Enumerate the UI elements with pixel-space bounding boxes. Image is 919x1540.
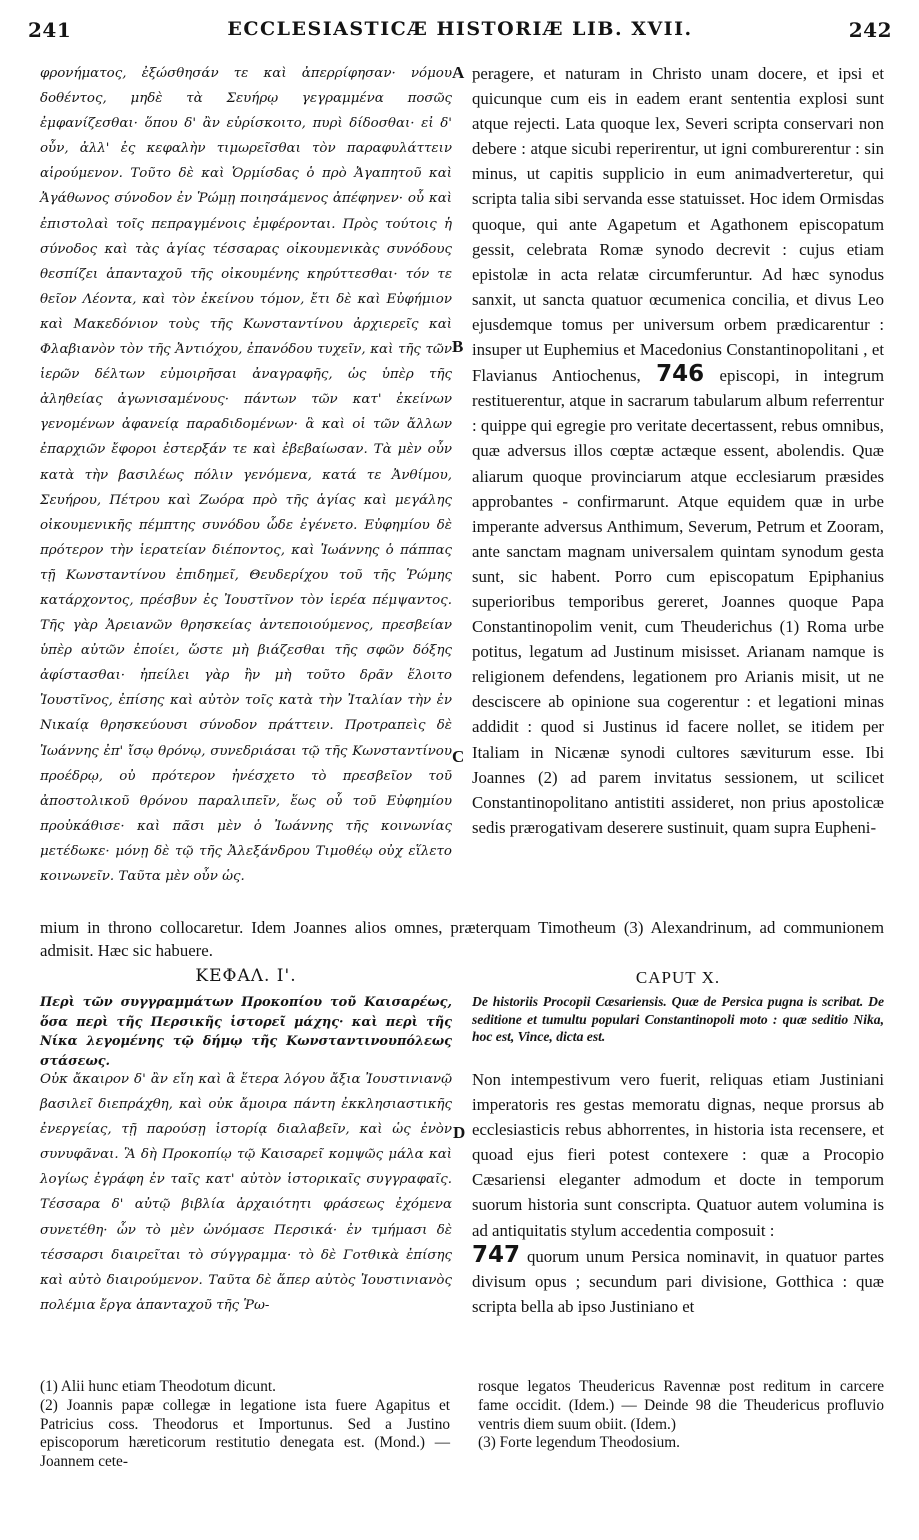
- running-header: [20, 18, 900, 52]
- footnote: (3) Forte legendum Theodosium.: [478, 1434, 680, 1452]
- greek-text-upper: φρονήματος, ἐξώσθησάν τε καὶ ἀπερρίφησαν· νόμου δοθέντος, μηδὲ τὰ Σευήρῳ γεγραμμένα ποσῶς ἐμφανίζεσθαι· ὅπου δ' ἂν εὑρίσκοιτο, πυρὶ δίδοσθαι· εἰ δ' οὖν, ἀλλ' ἐς κεφαλὴν τιμωρεῖσθαι τὸν παραφυλάττειν αἱρούμενον. Τοῦτο δὲ καὶ Ὁρμίσδας ὁ πρὸ Ἀγαπητοῦ καὶ Ἀγάθωνος σύνοδον ἐν Ῥώμῃ ποιησάμενος ἀπέφηνεν· οὗ καὶ ἐπιστολαὶ τοῖς πεπραγμένοις ἐμφέρονται. Πρὸς τούτοις ἡ σύνοδος καὶ τὰς ἁγίας τέσσαρας οἰκουμενικὰς συνόδους θεσπίζει ἁπανταχοῦ τῆς οἰκουμένης κηρύττεσθαι· τόν τε θεῖον Λέοντα, καὶ τὸν ἐκείνου τόμον, ἔτι δὲ καὶ Εὐφήμιον καὶ Μακεδόνιον τοὺς τῆς Κωνσταντίνου ἀρχιερεῖς καὶ Φλαβιανὸν τὸν τῆς Ἀντιόχου, ἐπανόδου τυχεῖν, καὶ τῆς τῶν ἱερῶν δέλτων εὐμοιρῆσαι ἀναγραφῆς, ὡς ὑπὲρ τῆς ἀληθείας ἀγωνισαμένους· πάντων τῶν κατ' ἐκείνων γενομένων ἀφανείᾳ παραδιδομένων· ἃ καὶ οἱ τῶν ἄλλων ἐπαρχιῶν ἔφοροι ἐστερξάν τε καὶ ἐβεβαίωσαν. Τὰ μὲν οὖν κατὰ τὴν βασιλέως πόλιν γενόμενα, κατά τε Ἀνθίμου, Σευήρου, Πέτρου καὶ Ζωόρα πρὸ τῆς ἁγίας καὶ μεγάλης οἰκουμενικῆς πέμπτης συνόδου ὧδε ἐγένετο. Εὐφημίου δὲ πρότερον τὴν ἱερατείαν διέποντος, καὶ Ἰωάννης ὁ πάππας τῇ Κωνσταντίνου ἐπιδημεῖ, Θευδερίχου τοῦ τῆς Ῥώμης κατάρχοντος, πρέσβυν ἐς Ἰουστῖνον τὸν ἱερέα πέμψαντος. Τῆς γὰρ Ἀρειανῶν θρησκείας ἀντεποιούμενος, πρεσβείαν ὑπὲρ αὐτῶν ἐποίει, ὥστε μὴ βιάζεσθαι τῆς σφῶν δόξης ἀφίστασθαι· ἠπείλει γὰρ ἢν μὴ τοῦτο δρᾶν ἕλοιτο Ἰουστῖνος, ἐπίσης καὶ αὐτὸν τοῖς κατὰ τὴν Ἰταλίαν τὴν ἐν Νικαίᾳ θρησκεύουσι σύνοδον πράττειν. Προτραπεὶς δὲ Ἰωάννης ἐπ' ἴσῳ θρόνῳ, συνεδριάσαι τῷ τῆς Κωνσταντίνου προέδρῳ, οὐ πρότερον ἠνέσχετο τὸ πρεσβεῖον τοῦ ἀποστολικοῦ θρόνου παραλιπεῖν, ἕως οὗ τοῦ Εὐφημίου προὐκάθισε· καὶ πᾶσι μὲν ὁ Ἰωάννης τῆς κοινωνίας μετέδωκε· μόνῃ δὲ τῷ τῆς Ἀλεξάνδρου Τιμοθέῳ οὐχ εἵλετο κοινωνεῖν. Ταῦτα μὲν οὖν ὡς.: [40, 66, 452, 884]
- footnote: rosque legatos Theudericus Ravennæ post reditum in carcere fame occidit. (Idem.) — Deinde 98 die Theudericus profluvio ventris diem suum obiit. (Idem.): [478, 1378, 884, 1433]
- margin-letter-c: C: [452, 747, 465, 766]
- latin-bridge-text: mium in throno collocaretur. Idem Joannes alios omnes, præterquam Timotheum (3) Alexandrinum, ad communionem admisit. Hæc sic habuere.: [40, 918, 884, 960]
- running-title: ECCLESIASTICÆ HISTORIÆ LIB. XVII.: [227, 18, 693, 40]
- latin-text-upper-b: episcopi, in integrum restituerentur, atque in sacrarum tabularum album referrentur : quippe qui egregie pro veritate decertassent, rebus omnibus, quæ adversus illos cœptæ actæque essent, abolendis. Quæ aliarum quoque provinciarum atque ecclesiarum præsides approbantes - confirmarunt. Atque equidem quæ in urbe imperante adversus Anthimum, Severum, Petrum et Zooram, ante sanctam magnam universalem quintam synodum gesta sunt, sic habent. Porro cum episcopatum Epiphanius superioribus temporibus gereret, Joannes quoque Papa Constantinopolim venit, cum Theuderichus (1) Roma urbe potitus, legatum ad Justinum misisset. Arianam namque is religionem defendens, legationem pro Arianis misit, ut ne desciscere ab opinione sua cogerentur : et legationi minas addidit : quod si Justinus id facere nollet, se itidem per Italiam in Nicænæ synodi cultores sæviturum esse. Ibi Joannes (2) ad parem invitatus sessionem, ut scilicet Constantinopolitano antistiti assideret, non prius apostolicæ sedis prærogativam deserere sustinuit, quam supra Eupheni-: [472, 366, 884, 837]
- page-number-left: 241: [28, 18, 72, 42]
- margin-letter-a: A: [452, 63, 465, 82]
- greek-chapter-summary: Περὶ τῶν συγγραμμάτων Προκοπίου τοῦ Καισαρέως, ὅσα περὶ τῆς Περσικῆς ἱστορεῖ μάχης· καὶ περὶ τῆς Νίκα λεγομένης τῷ δήμῳ τῆς Κωνσταντινουπόλεως στάσεως.: [40, 995, 452, 1069]
- latin-chapter-summary: De historiis Procopii Cæsariensis. Quæ de Persica pugna is scribat. De seditione et tumultu populari Constantinopoli moto : quæ seditio Nika, hoc est, Vince, dicta est.: [472, 994, 884, 1045]
- footnote: (2) Joannis papæ collegæ in legatione ista fuere Agapitus et Patricius coss. Theodorus et Importunus. Sed a Justino episcoporum hæreticorum restitutio denegata est. (Mond.) — Joannem cete-: [40, 1396, 450, 1471]
- margin-letter-b: B: [452, 337, 464, 356]
- page-number-right: 242: [848, 18, 892, 42]
- greek-chapter-heading: ΚΕΦΑΛ. Ι'.: [195, 966, 297, 986]
- footnotes-left: [40, 1378, 450, 1472]
- latin-text-lower: [472, 1067, 884, 1319]
- latin-text-upper-a: peragere, et naturam in Christo unam docere, et ipsi et quicunque cum eis in eadem erant sententia explosi sunt atque rejecti. Lata quoque lex, Severi scripta conservari non debere : atque sicubi reperirentur, ut igni comburerentur : sin minus, ut capitis supplicio in eum animadverteretur, qui scripta talia sibi servanda esse statuisset. Hoc idem Ormisdas quoque, qui ante Agapetum et Agathonem episcopatum gessit, celebrata Romæ synodo decrevit : cujus etiam epistolæ in acta relatæ circumferuntur. Ad hæc synodus sanxit, ut sancta quatuor œcumenica concilia, et divus Leo ejusdemque tomus per universum orbem prædicarentur : insuper ut Euphemius et Macedonius Constantinopolitani , et Flavianus Antiochenus,: [472, 64, 884, 386]
- column-number-746: 746: [656, 361, 705, 388]
- latin-text-lower-b: quorum unum Persica nominavit, in quatuor partes divisum opus ; secundum pari divisione, Gotthica : quæ scripta bella ab ipso Justiniano et: [472, 1246, 884, 1316]
- greek-text-lower: Οὐκ ἄκαιρον δ' ἂν εἴη καὶ ἃ ἕτερα λόγου ἄξια Ἰουστινιανῷ βασιλεῖ διεπράχθη, καὶ οὐκ ἄμοιρα πάντη ἐκκλησιαστικῆς ἐνεργείας, τῇ παρούσῃ ἱστορίᾳ διαλαβεῖν, καὶ ὡς ἐνὸν συνυφᾶναι. Ἃ δὴ Προκοπίῳ τῷ Καισαρεῖ κομψῶς μάλα καὶ λογίως ἐγράφη ἐν ταῖς κατ' αὐτὸν ἱστορικαῖς συγγραφαῖς. Τέσσαρα δ' αὐτῷ βιβλία ἀρχαιότητι φράσεως ἐχόμενα συνετέθη· ὧν τὸ μὲν ὠνόμασε Περσικά· ἐν τμήμασι δὲ τέσσαρσι διαιρεῖται τὸ σύγγραμμα· τὸ δὲ Γοτθικὰ ἐπίσης καὶ αὐτὸ διαιρούμενον. Ταῦτα δὲ ἅπερ αὐτὸς Ἰουστινιανὸς πολέμια ἔργα ἁπανταχοῦ τῆς Ῥω-: [40, 1072, 452, 1313]
- footnotes-right: [478, 1378, 884, 1453]
- latin-text-lower-a: Non intempestivum vero fuerit, reliquas etiam Justiniani imperatoris res gestas memoratu dignas, neque prorsus ab ecclesiasticis rebus abhorrentes, in historia ista recensere, et quoad ejus fieri potest contexere : quæ a Procopio Cæsariensi eleganter admodum et docte in temporum suorum historia sunt conscripta. Quatuor autem volumina is ad antiquitatis stylum accedentia composuit :: [472, 1070, 884, 1240]
- latin-chapter-heading: CAPUT X.: [635, 968, 721, 987]
- column-number-747: 747: [472, 1241, 521, 1268]
- margin-letter-d: D: [453, 1123, 466, 1142]
- footnote: (1) Alii hunc etiam Theodotum dicunt.: [40, 1378, 276, 1395]
- latin-text-upper: [472, 61, 884, 840]
